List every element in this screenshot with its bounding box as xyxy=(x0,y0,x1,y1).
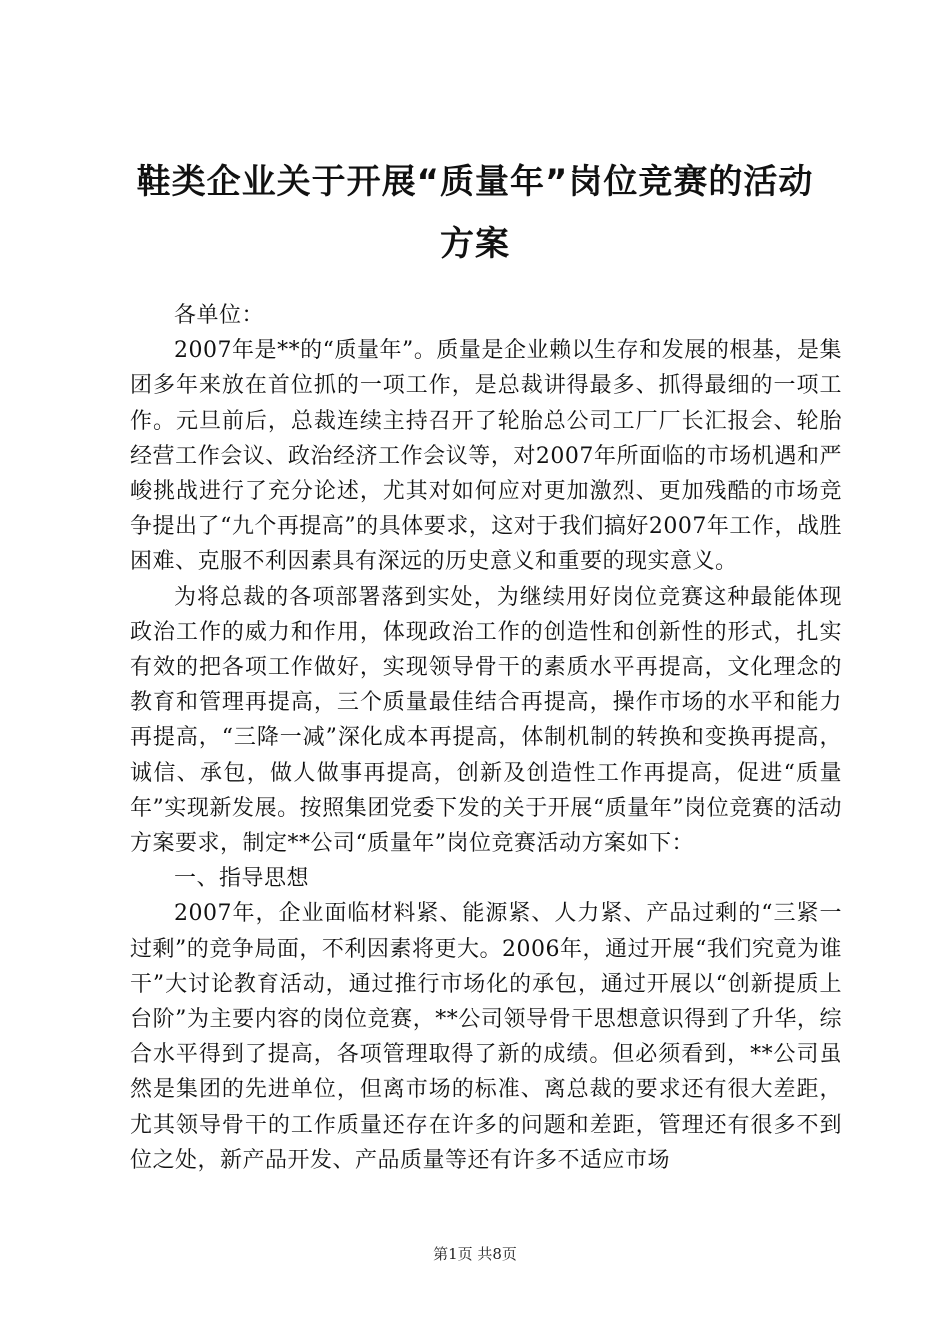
page-footer: 第1页 共8页 xyxy=(433,1245,517,1263)
paragraph-2: 为将总裁的各项部署落到实处，为继续用好岗位竞赛这种最能体现政治工作的威力和作用，体现政治工作的创造性和创新性的形式，扎实有效的把各项工作做好，实现领导骨干的素质水平再提高，文化理念的教育和管理再提高，三个质量最佳结合再提高，操作市场的水平和能力再提高，“三降一减”深化成本再提高，体制机制的转换和变换再提高，诚信、承包，做人做事再提高，创新及创造性工作再提高，促进“质量年”实现新发展。按照集团党委下发的关于开展“质量年”岗位竞赛的活动方案要求，制定**公司“质量年”岗位竞赛活动方案如下： xyxy=(130,584,842,857)
document-body xyxy=(130,298,842,1178)
salutation: 各单位： xyxy=(174,303,265,328)
document-title-line-1: 鞋类企业关于开展“质量年”岗位竞赛的活动 xyxy=(136,162,814,202)
document-title-line-2: 方案 xyxy=(440,224,510,264)
paragraph-1: 2007年是**的“质量年”。质量是企业赖以生存和发展的根基，是集团多年来放在首位抓的一项工作，是总裁讲得最多、抓得最细的一项工作。元旦前后，总裁连续主持召开了轮胎总公司工厂厂长汇报会、轮胎经营工作会议、政治经济工作会议等，对2007年所面临的市场机遇和严峻挑战进行了充分论述，尤其对如何应对更加激烈、更加残酷的市场竞争提出了“九个再提高”的具体要求，这对于我们搞好2007年工作，战胜困难、克服不利因素具有深远的历史意义和重要的现实意义。 xyxy=(130,338,842,575)
section-paragraph: 2007年，企业面临材料紧、能源紧、人力紧、产品过剩的“三紧一过剩”的竞争局面，不利因素将更大。2006年，通过开展“我们究竟为谁干”大讨论教育活动，通过推行市场化的承包，通过开展以“创新提质上台阶”为主要内容的岗位竞赛，**公司领导骨干思想意识得到了升华，综合水平得到了提高，各项管理取得了新的成绩。但必须看到，**公司虽然是集团的先进单位，但离市场的标准、离总裁的要求还有很大差距，尤其领导骨干的工作质量还存在许多的问题和差距，管理还有很多不到位之处，新产品开发、产品质量等还有许多不适应市场 xyxy=(130,901,842,1173)
section-heading: 一、指导思想 xyxy=(174,866,310,892)
